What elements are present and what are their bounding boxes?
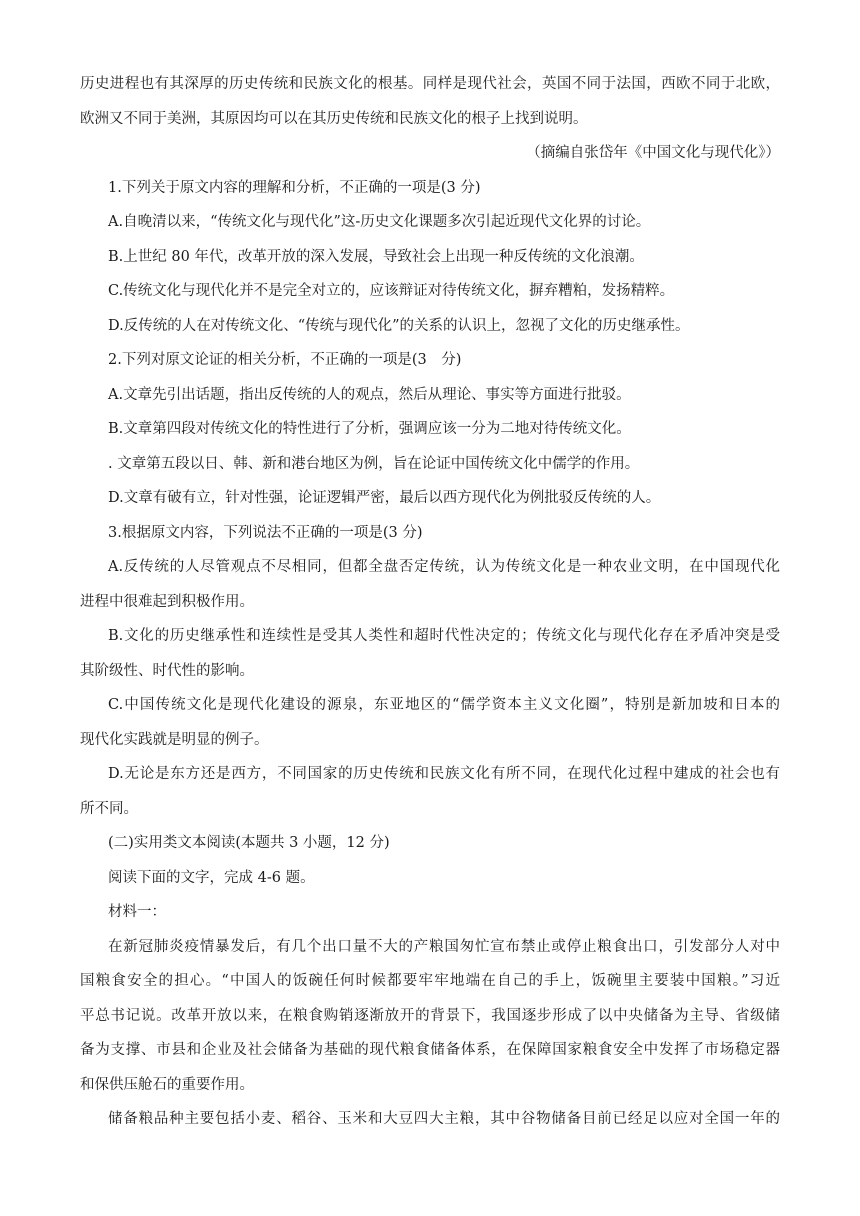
paragraph-line: 在新冠肺炎疫情暴发后，有几个出口量不大的产粮国匆忙宣布禁止或停止粮食出口，引发部分人对中 bbox=[108, 939, 780, 955]
paragraph-line: 储备粮品种主要包括小麦、稻谷、玉米和大豆四大主粮，其中谷物储备目前已经足以应对全国一年的 bbox=[108, 1111, 780, 1127]
answer-option: . 文章第五段以日、韩、新和港台地区为例，旨在论证中国传统文化中儒学的作用。 bbox=[108, 456, 640, 472]
paragraph-line: 国粮食安全的担心。“中国人的饭碗任何时候都要牢牢地端在自己的手上，饭碗里主要装中国粮。”习近 bbox=[80, 973, 780, 989]
answer-option: D.文章有破有立，针对性强，论证逻辑严密，最后以西方现代化为例批驳反传统的人。 bbox=[108, 490, 661, 506]
source-citation: （摘编自张岱年《中国文化与现代化》） bbox=[526, 145, 780, 161]
answer-option-continued: 所不同。 bbox=[80, 801, 138, 817]
question-stem: 2.下列对原文论证的相关分析，不正确的一项是(3 分) bbox=[108, 352, 462, 368]
answer-option: A.文章先引出话题，指出反传统的人的观点，然后从理论、事实等方面进行批驳。 bbox=[108, 387, 631, 403]
material-label: 材料一： bbox=[108, 904, 166, 920]
answer-option: B.文化的历史继承性和连续性是受其人类性和超时代性决定的；传统文化与现代化存在矛盾冲突是受 bbox=[108, 628, 780, 644]
answer-option: D.反传统的人在对传统文化、“传统与现代化”的关系的认识上，忽视了文化的历史继承性。 bbox=[108, 318, 690, 334]
section-heading: (二)实用类文本阅读(本题共 3 小题，12 分) bbox=[108, 835, 390, 851]
answer-option: A.自晚清以来，“传统文化与现代化”这-历史文化课题多次引起近现代文化界的讨论。 bbox=[108, 214, 651, 230]
answer-option: B.文章第四段对传统文化的特性进行了分析，强调应该一分为二地对待传统文化。 bbox=[108, 421, 631, 437]
text-line: 历史进程也有其深厚的历史传统和民族文化的根基。同样是现代社会，英国不同于法国，西欧不同于北欧， bbox=[80, 76, 780, 92]
paragraph-line: 备为支撑、市县和企业及社会储备为基础的现代粮食储备体系，在保障国家粮食安全中发挥了市场稳定器 bbox=[80, 1042, 780, 1058]
answer-option-continued: 现代化实践就是明显的例子。 bbox=[80, 732, 269, 748]
paragraph-line: 平总书记说。改革开放以来，在粮食购销逐渐放开的背景下，我国逐步形成了以中央储备为主导、省级储 bbox=[80, 1008, 780, 1024]
instruction-text: 阅读下面的文字，完成 4-6 题。 bbox=[108, 870, 315, 886]
answer-option: D.无论是东方还是西方，不同国家的历史传统和民族文化有所不同，在现代化过程中建成的社会也有 bbox=[108, 766, 780, 782]
question-stem: 3.根据原文内容，下列说法不正确的一项是(3 分) bbox=[108, 525, 423, 541]
answer-option-continued: 进程中很难起到积极作用。 bbox=[80, 594, 254, 610]
answer-option: A.反传统的人尽管观点不尽相同，但都全盘否定传统，认为传统文化是一种农业文明，在中国现代化 bbox=[108, 559, 780, 575]
answer-option: C.中国传统文化是现代化建设的源泉，东亚地区的“儒学资本主义文化圈”，特别是新加坡和日本的 bbox=[108, 697, 780, 713]
answer-option-continued: 其阶级性、时代性的影响。 bbox=[80, 663, 254, 679]
answer-option: B.上世纪 80 年代，改革开放的深入发展，导致社会上出现一种反传统的文化浪潮。 bbox=[108, 249, 644, 265]
answer-option: C.传统文化与现代化并不是完全对立的，应该辩证对待传统文化，摒弃糟粕，发扬精粹。 bbox=[108, 283, 675, 299]
question-stem: 1.下列关于原文内容的理解和分析，不正确的一项是(3 分) bbox=[108, 180, 481, 196]
text-line: 欧洲又不同于美洲，其原因均可以在其历史传统和民族文化的根子上找到说明。 bbox=[80, 111, 588, 127]
paragraph-line: 和保供压舱石的重要作用。 bbox=[80, 1077, 254, 1093]
